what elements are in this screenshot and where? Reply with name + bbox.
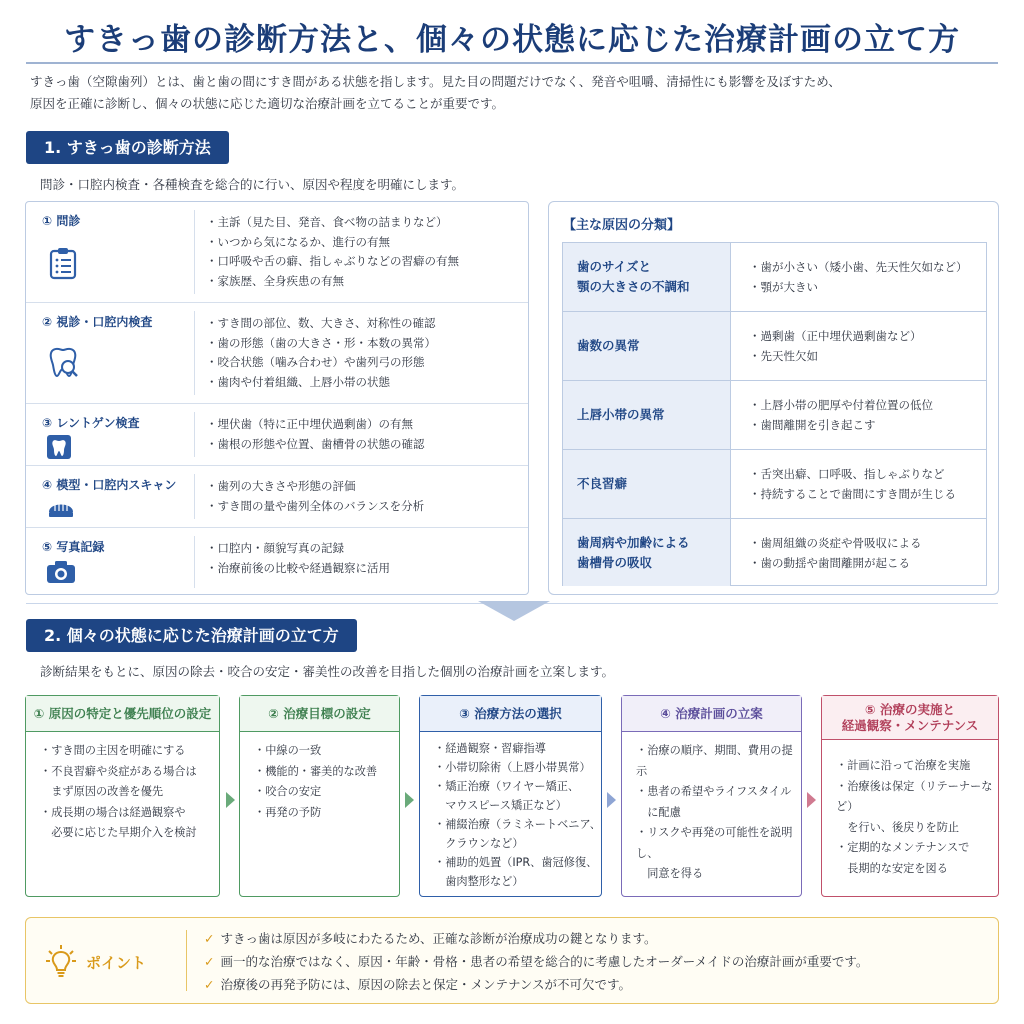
cause-detail: ・歯の動揺や歯間離開が起こる xyxy=(749,555,910,570)
diagnosis-item: ・咬合状態（噛み合わせ）や歯列弓の形態 xyxy=(206,355,425,369)
cause-name: 不良習癖 xyxy=(563,450,731,518)
cause-row xyxy=(563,243,986,312)
cause-detail: ・過剰歯（正中埋伏過剰歯など） xyxy=(749,329,922,343)
diagnosis-panel xyxy=(25,201,529,595)
cause-detail: ・歯周組織の炎症や骨吸収による xyxy=(749,535,922,550)
step-item: ・計画に沿って治療を実施 xyxy=(836,759,971,772)
causes-panel xyxy=(548,201,999,595)
section-2-heading: 2. 個々の状態に応じた治療計画の立て方 xyxy=(26,619,357,652)
step-items xyxy=(636,741,801,885)
step-item: マウスピース矯正など） xyxy=(434,799,567,812)
point-item: ✓ 治療後の再発予防には、原因の除去と保定・メンテナンスが不可欠です。 xyxy=(204,977,631,992)
lightbulb-icon xyxy=(46,944,76,978)
step-item: ・不良習癖や炎症がある場合は xyxy=(40,764,197,778)
step-item: 歯肉整形など） xyxy=(434,875,524,888)
diagnosis-item: ・歯根の形態や位置、歯槽骨の状態の確認 xyxy=(206,436,425,451)
check-icon: ✓ xyxy=(204,977,215,992)
step-card-1 xyxy=(25,695,220,897)
step-arrow-icon xyxy=(405,792,414,808)
diagnosis-name: ① 問診 xyxy=(42,214,81,228)
point-item: ✓ 画一的な治療ではなく、原因・年齢・骨格・患者の希望を総合的に考慮したオーダーメイドの治療計画が重要です。 xyxy=(204,954,869,969)
causes-title: 【主な原因の分類】 xyxy=(563,218,681,233)
cause-row xyxy=(563,381,986,450)
step-item: ・小帯切除術（上唇小帯異常） xyxy=(434,761,591,774)
diagnosis-item: ・主訴（見た目、発音、食べ物の詰まりなど） xyxy=(206,215,448,229)
cause-detail: ・顎が大きい xyxy=(749,280,818,294)
cause-details xyxy=(749,312,922,380)
diagnosis-items xyxy=(206,539,390,578)
step-item: ・すき間の主因を明確にする xyxy=(40,744,186,757)
step-arrow-icon xyxy=(607,792,616,808)
point-box xyxy=(25,917,999,1004)
step-item: ・治療の順序、期間、費用の提示 xyxy=(636,744,793,778)
diagnosis-row-model-scan xyxy=(26,466,528,528)
point-label: ポイント xyxy=(86,954,147,972)
cause-name: 歯周病や加齢による 歯槽骨の吸収 xyxy=(563,519,731,586)
tooth-magnifier-icon xyxy=(46,345,80,379)
diagnosis-row-photo xyxy=(26,528,528,596)
step-items xyxy=(836,756,998,879)
step-title: ⑤ 治療の実施と 経過観察・メンテナンス xyxy=(822,696,998,740)
diagnosis-item: ・すき間の量や歯列全体のバランスを分析 xyxy=(206,498,425,513)
diagnosis-items xyxy=(206,477,424,516)
step-title: ③ 治療方法の選択 xyxy=(420,696,601,732)
step-item: 長期的な安定を図る xyxy=(836,861,948,875)
step-item: ・中線の一致 xyxy=(254,744,322,757)
intro-text xyxy=(30,71,1000,115)
diagnosis-row-oral-exam xyxy=(26,303,528,404)
step-title: ② 治療目標の設定 xyxy=(240,696,399,732)
section-1-heading: 1. すきっ歯の診断方法 xyxy=(26,131,229,164)
diagnosis-items xyxy=(206,314,436,392)
check-icon: ✓ xyxy=(204,931,215,946)
point-item: ✓ すきっ歯は原因が多岐にわたるため、正確な診断が治療成功の鍵となります。 xyxy=(204,931,657,946)
step-item: に配慮 xyxy=(636,805,681,819)
cause-detail: ・上唇小帯の肥厚や付着位置の低位 xyxy=(749,398,933,412)
diagnosis-item: ・家族歴、全身疾患の有無 xyxy=(206,273,344,288)
diagnosis-item: ・いつから気になるか、進行の有無 xyxy=(206,234,390,249)
cause-details xyxy=(749,381,933,449)
step-item: 必要に応じた早期介入を検討 xyxy=(40,826,197,839)
page-title: すきっ歯の診断方法と、個々の状態に応じた治療計画の立て方 xyxy=(64,22,960,58)
step-items xyxy=(40,741,197,844)
clipboard-icon xyxy=(46,246,80,280)
step-item: ・成長期の場合は経過観察や xyxy=(40,805,186,819)
step-item: ・咬合の安定 xyxy=(254,785,322,798)
intro-line-2: 原因を正確に診断し、個々の状態に応じた適切な治療計画を立てることが重要です。 xyxy=(30,96,505,111)
step-item: クラウンなど） xyxy=(434,837,524,850)
diagnosis-items xyxy=(206,415,425,454)
camera-icon xyxy=(46,560,76,584)
step-item: ・経過観察・習癖指導 xyxy=(434,742,546,755)
dental-model-icon xyxy=(46,496,76,520)
step-card-2 xyxy=(239,695,400,897)
diagnosis-item: ・歯肉や付着組織、上唇小帯の状態 xyxy=(206,374,390,389)
diagnosis-name: ③ レントゲン検査 xyxy=(42,416,140,430)
section-1-description: 問診・口腔内検査・各種検査を総合的に行い、原因や程度を明確にします。 xyxy=(40,177,465,192)
step-title: ① 原因の特定と優先順位の設定 xyxy=(26,696,219,732)
down-arrow-icon xyxy=(478,601,550,621)
step-item: 同意を得る xyxy=(636,867,704,880)
step-item: ・機能的・審美的な改善 xyxy=(254,764,378,778)
diagnosis-name: ② 視診・口腔内検査 xyxy=(42,315,153,329)
step-item: ・補綴治療（ラミネートベニア、 xyxy=(434,818,601,831)
step-items xyxy=(254,741,377,823)
xray-tooth-icon xyxy=(46,434,72,460)
step-item: ・再発の予防 xyxy=(254,805,322,819)
step-card-5 xyxy=(821,695,999,897)
cause-detail: ・歯間離開を引き起こす xyxy=(749,418,876,432)
cause-detail: ・先天性欠如 xyxy=(749,349,818,363)
cause-details xyxy=(749,519,922,586)
step-item: ・定期的なメンテナンスで xyxy=(836,841,970,854)
cause-detail: ・舌突出癖、口呼吸、指しゃぶりなど xyxy=(749,467,945,481)
step-card-4 xyxy=(621,695,802,897)
intro-line-1: すきっ歯（空隙歯列）とは、歯と歯の間にすき間がある状態を指します。見た目の問題だけでなく、発音や咀嚼、清掃性にも影響を及ぼすため、 xyxy=(30,74,841,89)
diagnosis-item: ・埋伏歯（特に正中埋伏過剰歯）の有無 xyxy=(206,417,413,431)
diagnosis-items xyxy=(206,213,459,291)
point-items xyxy=(204,927,868,996)
diagnosis-item: ・口呼吸や舌の癖、指しゃぶりなどの習癖の有無 xyxy=(206,254,459,268)
diagnosis-row-interview xyxy=(26,202,528,303)
step-item: ・患者の希望やライフスタイル xyxy=(636,785,792,798)
cause-name: 上唇小帯の異常 xyxy=(563,381,731,449)
title-divider xyxy=(26,62,998,64)
cause-row xyxy=(563,450,986,519)
step-arrow-icon xyxy=(226,792,235,808)
cause-details xyxy=(749,450,956,518)
step-items xyxy=(434,739,601,891)
step-item: を行い、後戻りを防止 xyxy=(836,820,960,834)
cause-row xyxy=(563,519,986,586)
diagnosis-item: ・治療前後の比較や経過観察に活用 xyxy=(206,560,390,575)
step-item: ・治療後は保定（リテーナーなど） xyxy=(836,779,993,813)
diagnosis-item: ・すき間の部位、数、大きさ、対称性の確認 xyxy=(206,316,436,330)
cause-name: 歯のサイズと 顎の大きさの不調和 xyxy=(563,243,731,311)
diagnosis-item: ・歯列の大きさや形態の評価 xyxy=(206,479,356,493)
step-item: ・リスクや再発の可能性を説明し、 xyxy=(636,826,793,860)
causes-table xyxy=(562,242,987,586)
cause-details xyxy=(749,243,968,311)
diagnosis-name: ④ 模型・口腔内スキャン xyxy=(42,478,177,492)
check-icon: ✓ xyxy=(204,954,215,969)
step-card-3 xyxy=(419,695,602,897)
step-arrow-icon xyxy=(807,792,816,808)
cause-row xyxy=(563,312,986,381)
cause-name: 歯数の異常 xyxy=(563,312,731,380)
diagnosis-row-xray xyxy=(26,404,528,466)
step-title: ④ 治療計画の立案 xyxy=(622,696,801,732)
diagnosis-item: ・口腔内・顔貌写真の記録 xyxy=(206,541,344,555)
step-item: ・補助的処置（IPR、歯冠修復、 xyxy=(434,856,598,869)
cause-detail: ・持続することで歯間にすき間が生じる xyxy=(749,487,956,501)
diagnosis-item: ・歯の形態（歯の大きさ・形・本数の異常） xyxy=(206,335,436,350)
step-item: まず原因の改善を優先 xyxy=(40,785,164,798)
diagnosis-name: ⑤ 写真記録 xyxy=(42,540,105,554)
cause-detail: ・歯が小さい（矮小歯、先天性欠如など） xyxy=(749,260,968,274)
step-item: ・矯正治療（ワイヤー矯正、 xyxy=(434,780,580,793)
section-2-description: 診断結果をもとに、原因の除去・咬合の安定・審美性の改善を目指した個別の治療計画を立案します。 xyxy=(40,664,615,679)
